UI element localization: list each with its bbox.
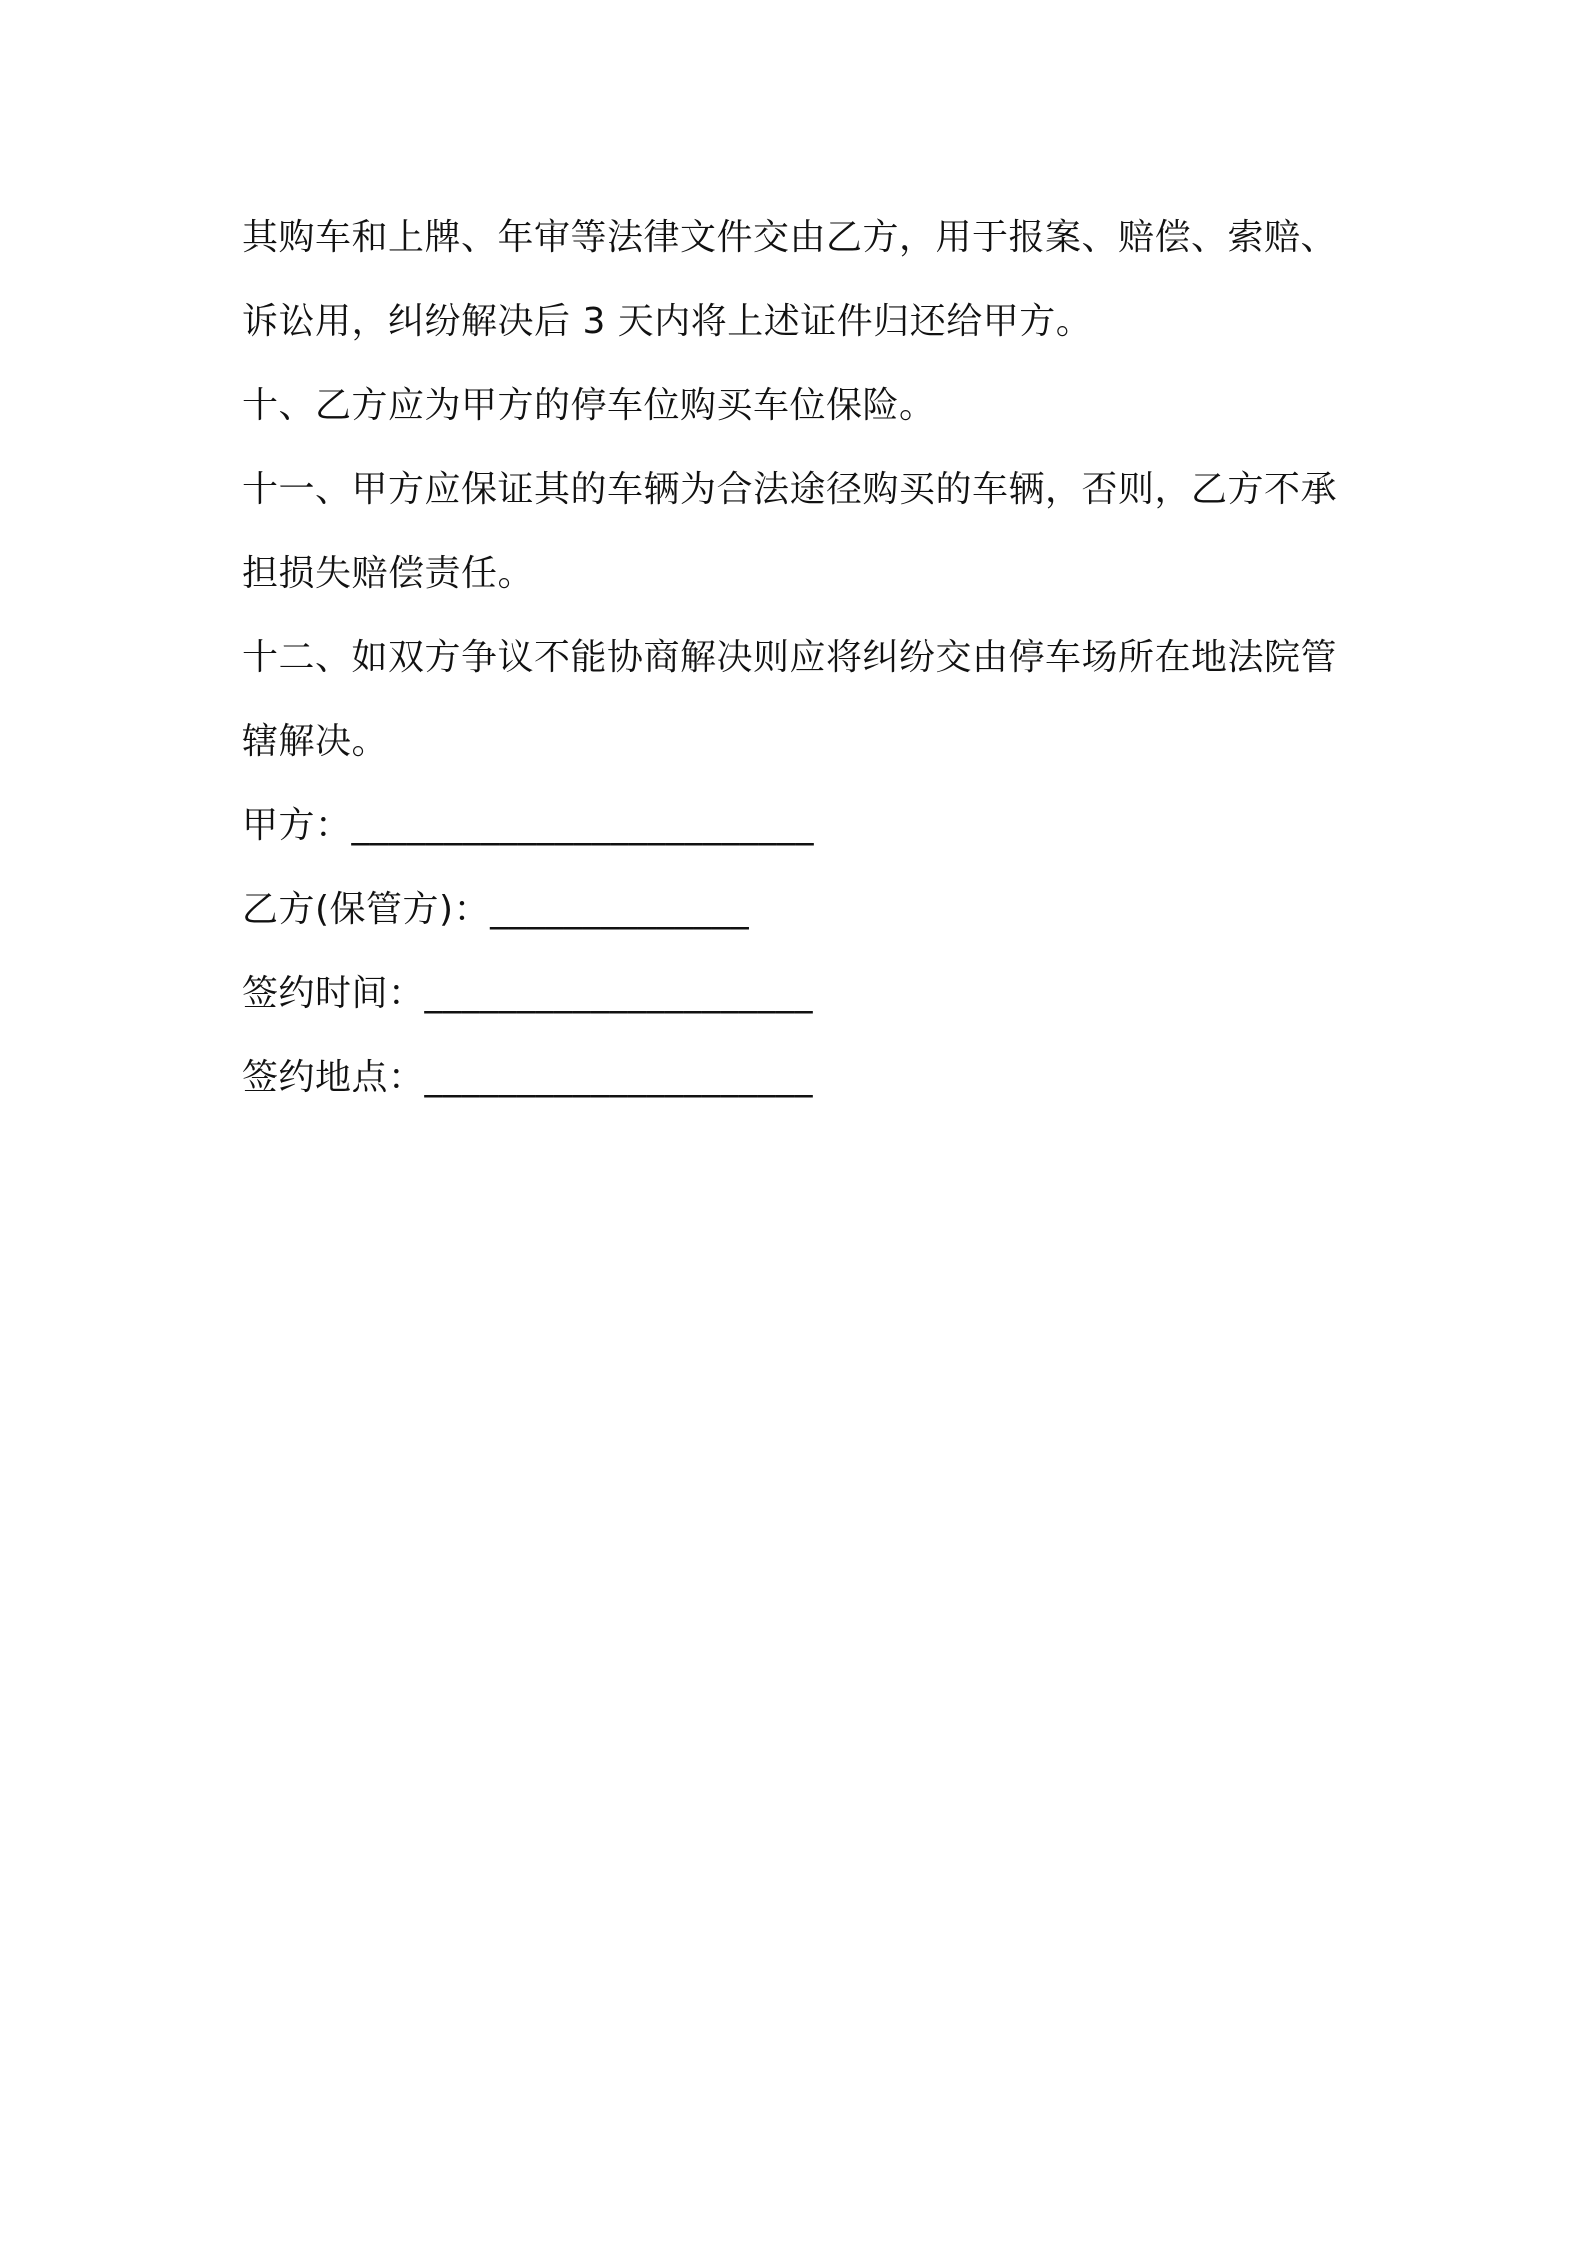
clause-nine-continued: 其购车和上牌、年审等法律文件交由乙方，用于报案、赔偿、索赔、诉讼用，纠纷解决后 3 天内将上述证件归还给甲方。 (242, 217, 1338, 342)
party-b-signature-line: 乙方(保管方)：______________ (242, 889, 750, 930)
clause-eleven: 十一、甲方应保证其的车辆为合法途径购买的车辆，否则，乙方不承担损失赔偿责任。 (242, 469, 1338, 594)
clause-twelve: 十二、如双方争议不能协商解决则应将纠纷交由停车场所在地法院管辖解决。 (242, 637, 1338, 762)
party-a-signature-line: 甲方：_________________________ (242, 805, 815, 846)
sign-time-line: 签约时间：_____________________ (242, 973, 814, 1014)
clause-ten: 十、乙方应为甲方的停车位购买车位保险。 (242, 385, 936, 426)
sign-place-line: 签约地点：_____________________ (242, 1057, 814, 1098)
document-body (242, 196, 1362, 1120)
